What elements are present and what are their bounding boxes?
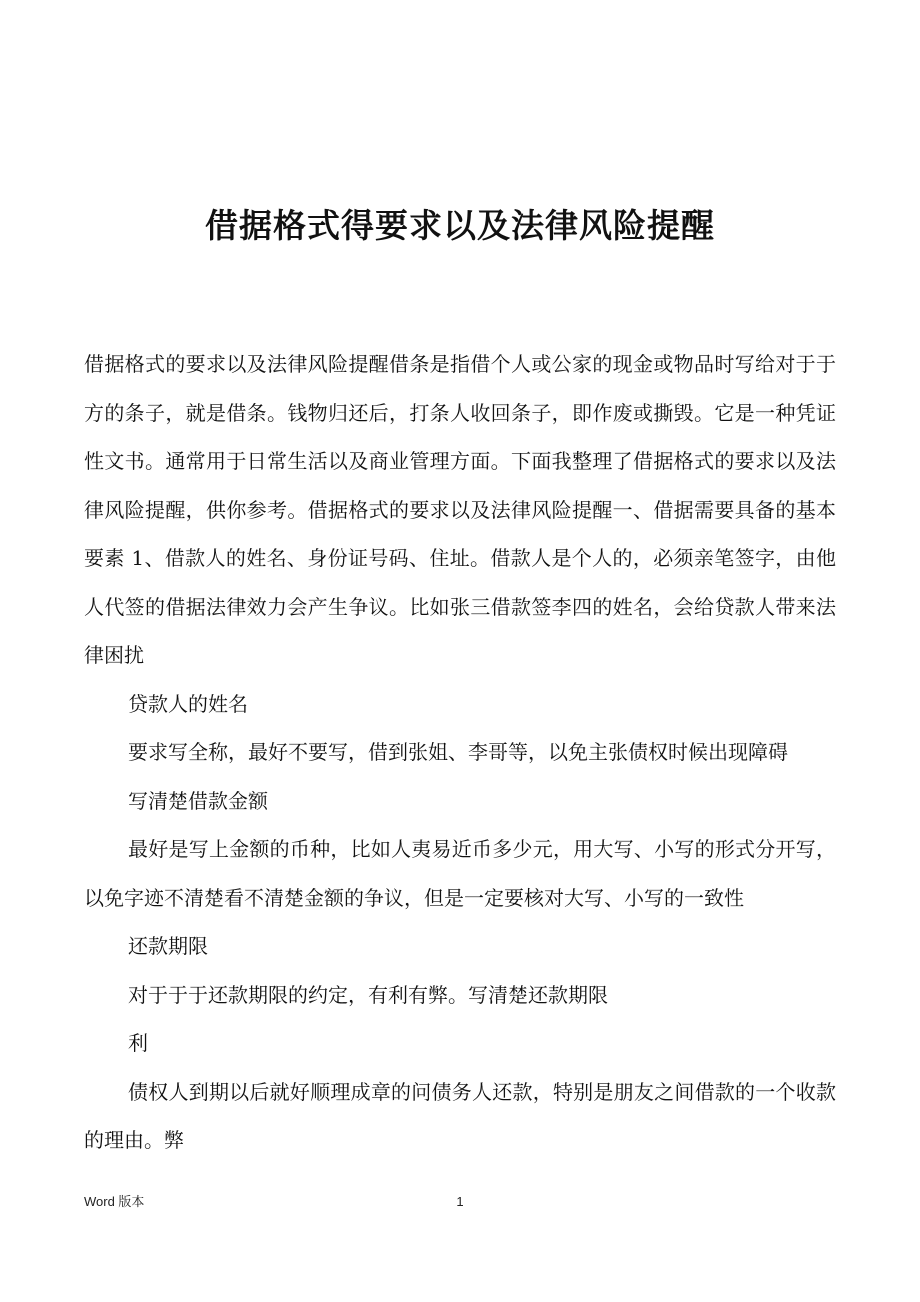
paragraph-amount-heading: 写清楚借款金额	[128, 788, 268, 813]
document-body	[84, 340, 836, 1165]
footer-version-label: Word 版本	[84, 1194, 145, 1209]
paragraph-advantage-detail: 债权人到期以后就好顺理成章的问债务人还款，特别是朋友之间借款的一个收款的理由。弊	[84, 1079, 836, 1152]
footer-page-number: 1	[456, 1194, 464, 1209]
paragraph-lender-name: 贷款人的姓名	[128, 691, 248, 716]
paragraph-amount-detail: 最好是写上金额的币种，比如人夷易近币多少元，用大写、小写的形式分开写，以免字迹不清楚看不清楚金额的争议，但是一定要核对大写、小写的一致性	[84, 837, 836, 910]
paragraph-full-name-requirement: 要求写全称，最好不要写，借到张姐、李哥等，以免主张债权时候出现障碍	[128, 740, 788, 764]
paragraph-intro: 借据格式的要求以及法律风险提醒借条是指借个人或公家的现金或物品时写给对于于方的条子，就是借条。钱物归还后，打条人收回条子，即作废或撕毁。它是一种凭证性文书。通常用于日常生活以及商业管理方面。下面我整理了借据格式的要求以及法律风险提醒，供你参考。借据格式的要求以及法律风险提醒一、借据需要具备的基本要素 1、借款人的姓名、身份证号码、住址。借款人是个人的，必须亲笔签字，由他人代签的借据法律效力会产生争议。比如张三借款签李四的姓名，会给贷款人带来法律困扰	[84, 352, 836, 667]
paragraph-advantage-heading: 利	[128, 1031, 148, 1055]
document-title: 借据格式得要求以及法律风险提醒	[205, 206, 715, 245]
paragraph-repayment-detail: 对于于于还款期限的约定，有利有弊。写清楚还款期限	[128, 982, 608, 1007]
paragraph-repayment-heading: 还款期限	[128, 934, 208, 958]
